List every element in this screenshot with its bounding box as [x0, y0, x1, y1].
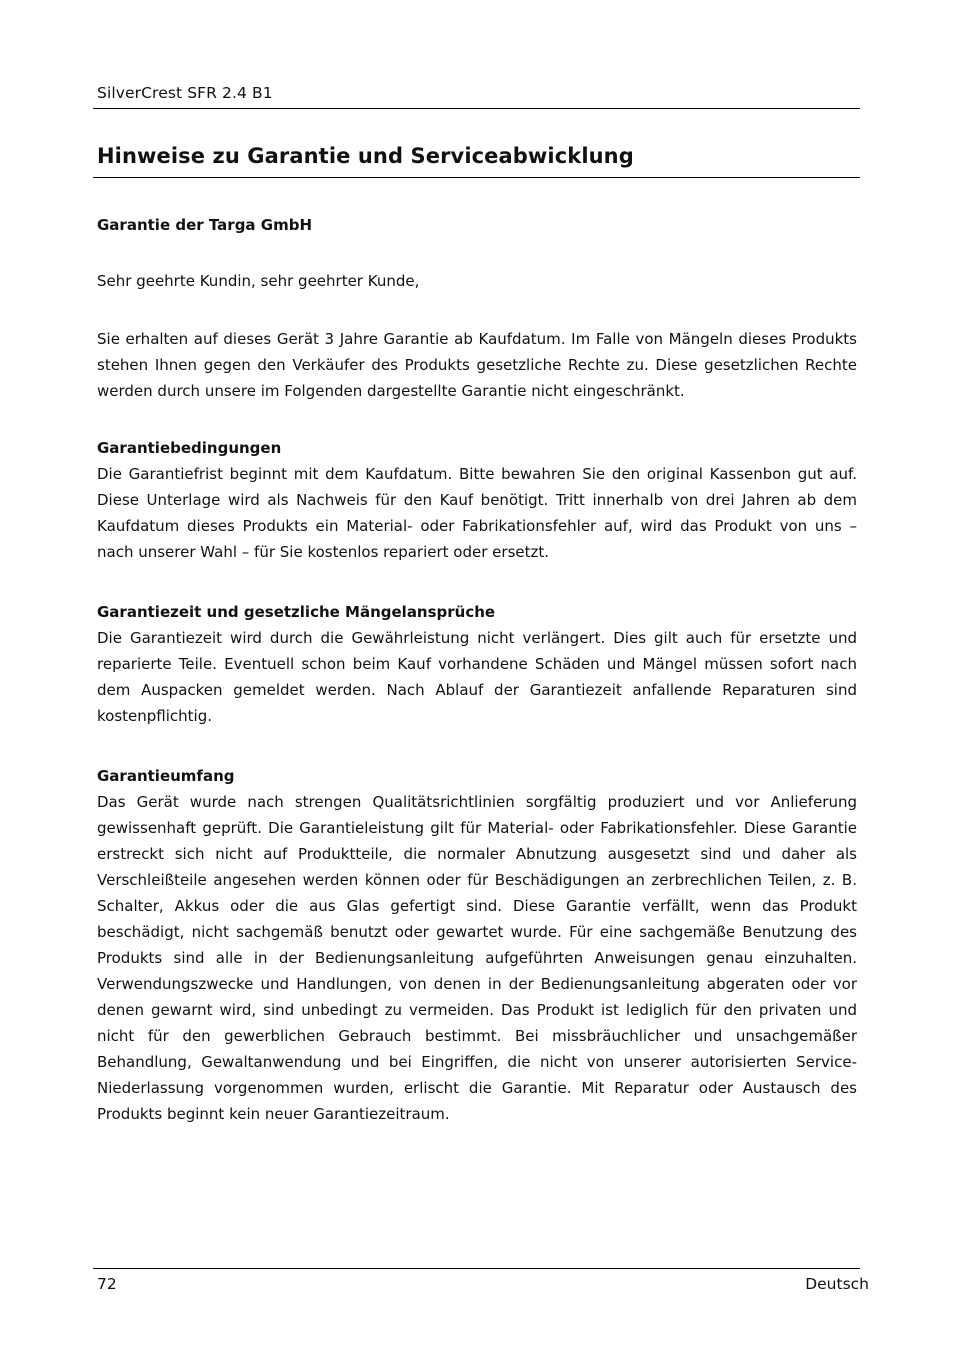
- page-number: 72: [97, 1275, 117, 1293]
- header-rule: [93, 108, 860, 109]
- section-heading-umfang: Garantieumfang: [97, 767, 235, 785]
- paragraph-bedingungen: Die Garantiefrist beginnt mit dem Kaufdatum. Bitte bewahren Sie den original Kassenbon gut auf. Diese Unterlage wird als Nachweis für den Kauf benötigt. Tritt innerhalb von drei Jahren ab dem Kaufdatum dieses Produkts ein Material- oder Fabrikationsfehler auf, wird das Produkt von uns – nach unserer Wahl – für Sie kostenlos repariert oder ersetzt.: [97, 465, 857, 561]
- intro-paragraph: Sie erhalten auf dieses Gerät 3 Jahre Garantie ab Kaufdatum. Im Falle von Mängeln dieses Produkts stehen Ihnen gegen den Verkäufer des Produkts gesetzliche Rechte zu. Diese gesetzlichen Rechte werden durch unsere im Folgenden dargestellte Garantie nicht eingeschränkt.: [97, 330, 857, 400]
- running-header: SilverCrest SFR 2.4 B1: [97, 84, 273, 102]
- paragraph-garantiezeit: Die Garantiezeit wird durch die Gewährleistung nicht verlängert. Dies gilt auch für ersetzte und reparierte Teile. Eventuell schon beim Kauf vorhandene Schäden und Mängel müssen sofort nach dem Auspacken gemeldet werden. Nach Ablauf der Garantiezeit anfallende Reparaturen sind kostenpflichtig.: [97, 629, 857, 725]
- section-heading-bedingungen: Garantiebedingungen: [97, 439, 282, 457]
- section-heading-garantiezeit: Garantiezeit und gesetzliche Mängelansprüche: [97, 603, 496, 621]
- footer-language: Deutsch: [805, 1275, 869, 1293]
- page-title: Hinweise zu Garantie und Serviceabwicklung: [97, 144, 634, 168]
- footer-rule: [93, 1268, 860, 1269]
- salutation: Sehr geehrte Kundin, sehr geehrter Kunde,: [97, 272, 420, 290]
- document-body: [97, 212, 857, 1127]
- section-heading-targa: Garantie der Targa GmbH: [97, 216, 313, 234]
- paragraph-umfang: Das Gerät wurde nach strengen Qualitätsrichtlinien sorgfältig produziert und vor Anlieferung gewissenhaft geprüft. Die Garantieleistung gilt für Material- oder Fabrikationsfehler. Diese Garantie erstreckt sich nicht auf Produktteile, die normaler Abnutzung ausgesetzt sind und daher als Verschleißteile angesehen werden können oder für Beschädigungen an zerbrechlichen Teilen, z. B. Schalter, Akkus oder die aus Glas gefertigt sind. Diese Garantie verfällt, wenn das Produkt beschädigt, nicht sachgemäß benutzt oder gewartet wurde. Für eine sachgemäße Benutzung des Produkts sind alle in der Bedienungsanleitung aufgeführten Anweisungen genau einzuhalten. Verwendungszwecke und Handlungen, von denen in der Bedienungsanleitung abgeraten oder vor denen gewarnt wird, sind unbedingt zu vermeiden. Das Produkt ist lediglich für den privaten und nicht für den gewerblichen Gebrauch bestimmt. Bei missbräuchlicher und unsachgemäßer Behandlung, Gewaltanwendung und bei Eingriffen, die nicht von unserer autorisierten Service-Niederlassung vorgenommen wurden, erlischt die Garantie. Mit Reparatur oder Austausch des Produkts beginnt kein neuer Garantiezeitraum.: [97, 793, 857, 1123]
- title-rule: [93, 177, 860, 178]
